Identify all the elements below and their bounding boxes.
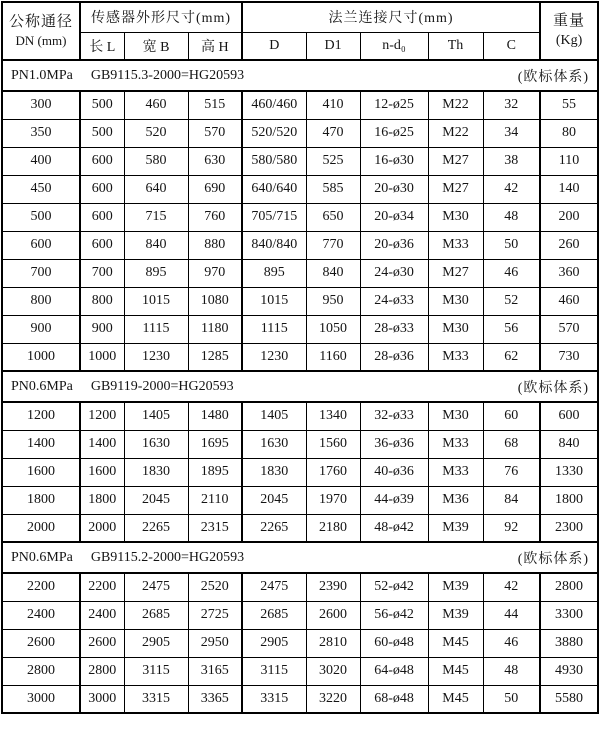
dimension-value-cell: 2200 <box>80 573 124 601</box>
dn-value-cell: 2200 <box>2 573 80 601</box>
dimension-value-cell: 1180 <box>188 315 242 343</box>
data-row <box>2 573 598 601</box>
data-row <box>2 458 598 486</box>
dimension-value-cell: 2800 <box>540 573 598 601</box>
data-row <box>2 514 598 542</box>
dimension-value-cell: 36-ø36 <box>360 430 428 458</box>
section-header-row <box>2 371 598 402</box>
dimension-value-cell: 1050 <box>306 315 360 343</box>
dimension-value-cell: 32 <box>483 91 540 119</box>
header-col-width: 宽 B <box>124 32 188 60</box>
dimension-value-cell: 1405 <box>124 402 188 430</box>
standard-code-label: GB9115.3-2000=HG20593 <box>90 67 245 83</box>
dimension-value-cell: 2300 <box>540 514 598 542</box>
dimension-value-cell: M36 <box>428 486 483 514</box>
dimension-value-cell: M45 <box>428 685 483 713</box>
dimension-value-cell: 1480 <box>188 402 242 430</box>
dimension-value-cell: 20-ø30 <box>360 175 428 203</box>
header-row-groups <box>2 2 598 32</box>
dimension-value-cell: 520/520 <box>242 119 306 147</box>
header-weight <box>540 2 598 60</box>
dimension-value-cell: 3315 <box>242 685 306 713</box>
dimension-value-cell: 580/580 <box>242 147 306 175</box>
dimension-value-cell: 1800 <box>80 486 124 514</box>
data-row <box>2 287 598 315</box>
header-weight-sub: (Kg) <box>555 32 583 48</box>
dimension-value-cell: 2000 <box>80 514 124 542</box>
dimension-value-cell: 52-ø42 <box>360 573 428 601</box>
dimension-value-cell: 38 <box>483 147 540 175</box>
dimension-value-cell: 1285 <box>188 343 242 371</box>
dimension-value-cell: 1800 <box>540 486 598 514</box>
dimension-value-cell: 690 <box>188 175 242 203</box>
dimension-value-cell: 500 <box>80 91 124 119</box>
dimension-value-cell: 64-ø48 <box>360 657 428 685</box>
dimension-value-cell: 5580 <box>540 685 598 713</box>
dimension-value-cell: 3300 <box>540 601 598 629</box>
standard-system-note: (欧标体系) <box>517 69 590 85</box>
data-row <box>2 486 598 514</box>
header-dn <box>2 2 80 60</box>
dimension-value-cell: 2685 <box>124 601 188 629</box>
dimension-value-cell: 2110 <box>188 486 242 514</box>
data-row <box>2 231 598 259</box>
dimension-value-cell: 3115 <box>124 657 188 685</box>
dn-value-cell: 1000 <box>2 343 80 371</box>
dimension-value-cell: M30 <box>428 287 483 315</box>
dimension-value-cell: 1000 <box>80 343 124 371</box>
dn-value-cell: 1200 <box>2 402 80 430</box>
header-sensor-group: 传感器外形尺寸(mm) <box>80 2 242 32</box>
dimension-value-cell: 600 <box>540 402 598 430</box>
dimension-value-cell: 570 <box>540 315 598 343</box>
dimension-value-cell: 4930 <box>540 657 598 685</box>
section-header-content <box>3 66 597 86</box>
dimension-value-cell: 16-ø30 <box>360 147 428 175</box>
dimension-value-cell: 2685 <box>242 601 306 629</box>
data-row <box>2 203 598 231</box>
data-row <box>2 147 598 175</box>
dimension-value-cell: 1600 <box>80 458 124 486</box>
dimension-value-cell: 42 <box>483 175 540 203</box>
dimension-value-cell: 92 <box>483 514 540 542</box>
dimension-value-cell: 1080 <box>188 287 242 315</box>
dimension-value-cell: M45 <box>428 657 483 685</box>
dimension-value-cell: 20-ø36 <box>360 231 428 259</box>
dimension-value-cell: 3880 <box>540 629 598 657</box>
dimension-value-cell: 700 <box>80 259 124 287</box>
data-row <box>2 119 598 147</box>
data-row <box>2 685 598 713</box>
dimension-value-cell: 3020 <box>306 657 360 685</box>
dimension-value-cell: 2400 <box>80 601 124 629</box>
dimension-value-cell: 110 <box>540 147 598 175</box>
dimension-value-cell: 24-ø33 <box>360 287 428 315</box>
dimension-value-cell: 3165 <box>188 657 242 685</box>
dimension-value-cell: 1760 <box>306 458 360 486</box>
dimension-value-cell: 3000 <box>80 685 124 713</box>
dimension-value-cell: 48-ø42 <box>360 514 428 542</box>
standard-system-note: (欧标体系) <box>517 380 590 396</box>
dimension-value-cell: 705/715 <box>242 203 306 231</box>
section-header-content <box>3 377 597 397</box>
dn-value-cell: 900 <box>2 315 80 343</box>
dimension-value-cell: M39 <box>428 514 483 542</box>
dimension-value-cell: 760 <box>188 203 242 231</box>
dimension-value-cell: 1830 <box>242 458 306 486</box>
dimension-value-cell: M27 <box>428 259 483 287</box>
dimension-value-cell: 600 <box>80 231 124 259</box>
dimension-value-cell: 1630 <box>124 430 188 458</box>
header-dn-sub: DN (mm) <box>15 33 67 49</box>
dimension-value-cell: 2315 <box>188 514 242 542</box>
dimension-value-cell: 1830 <box>124 458 188 486</box>
dimension-value-cell: 50 <box>483 231 540 259</box>
dimension-value-cell: 1340 <box>306 402 360 430</box>
dimension-value-cell: 950 <box>306 287 360 315</box>
data-row <box>2 315 598 343</box>
dimension-value-cell: 2045 <box>124 486 188 514</box>
dn-value-cell: 700 <box>2 259 80 287</box>
dimension-value-cell: 770 <box>306 231 360 259</box>
dn-value-cell: 2600 <box>2 629 80 657</box>
dimension-value-cell: 1695 <box>188 430 242 458</box>
dimension-value-cell: 650 <box>306 203 360 231</box>
dimension-value-cell: 2810 <box>306 629 360 657</box>
dimension-value-cell: 470 <box>306 119 360 147</box>
dimension-value-cell: 60 <box>483 402 540 430</box>
dimension-value-cell: 520 <box>124 119 188 147</box>
header-col-c: C <box>483 32 540 60</box>
dimension-value-cell: 84 <box>483 486 540 514</box>
dn-value-cell: 2800 <box>2 657 80 685</box>
dimension-value-cell: 2475 <box>242 573 306 601</box>
dimension-value-cell: 24-ø30 <box>360 259 428 287</box>
dimension-value-cell: 1330 <box>540 458 598 486</box>
dimension-value-cell: 580 <box>124 147 188 175</box>
dimension-value-cell: 2265 <box>124 514 188 542</box>
section-left-group <box>11 379 234 395</box>
dimension-value-cell: 840/840 <box>242 231 306 259</box>
dimension-value-cell: 1630 <box>242 430 306 458</box>
data-row <box>2 657 598 685</box>
dimension-value-cell: 360 <box>540 259 598 287</box>
dimension-value-cell: 895 <box>242 259 306 287</box>
dn-value-cell: 1600 <box>2 458 80 486</box>
data-row <box>2 259 598 287</box>
dimension-value-cell: 2800 <box>80 657 124 685</box>
dn-value-cell: 350 <box>2 119 80 147</box>
section-header-cell <box>2 371 598 402</box>
section-header-row <box>2 60 598 91</box>
dimension-value-cell: 3315 <box>124 685 188 713</box>
dn-value-cell: 400 <box>2 147 80 175</box>
dimension-value-cell: M33 <box>428 458 483 486</box>
dimension-value-cell: 2475 <box>124 573 188 601</box>
dimension-value-cell: 570 <box>188 119 242 147</box>
data-row <box>2 629 598 657</box>
dimension-value-cell: 2520 <box>188 573 242 601</box>
dn-value-cell: 300 <box>2 91 80 119</box>
dimension-value-cell: 1230 <box>242 343 306 371</box>
section-header-cell <box>2 542 598 573</box>
dimension-value-cell: 460/460 <box>242 91 306 119</box>
dimension-value-cell: 28-ø36 <box>360 343 428 371</box>
header-col-length: 长 L <box>80 32 124 60</box>
data-row <box>2 601 598 629</box>
dimension-value-cell: 140 <box>540 175 598 203</box>
dimension-value-cell: 3220 <box>306 685 360 713</box>
dimension-value-cell: 895 <box>124 259 188 287</box>
section-header-row <box>2 542 598 573</box>
dn-value-cell: 2000 <box>2 514 80 542</box>
dimension-value-cell: 800 <box>80 287 124 315</box>
header-weight-title: 重量 <box>553 13 586 30</box>
dimension-value-cell: 1560 <box>306 430 360 458</box>
dimension-value-cell: 970 <box>188 259 242 287</box>
dimension-value-cell: 76 <box>483 458 540 486</box>
dimension-value-cell: M39 <box>428 601 483 629</box>
dimension-value-cell: 600 <box>80 175 124 203</box>
dimension-value-cell: 900 <box>80 315 124 343</box>
dimension-value-cell: 68-ø48 <box>360 685 428 713</box>
dimension-value-cell: M33 <box>428 430 483 458</box>
dimension-value-cell: M30 <box>428 203 483 231</box>
dimension-value-cell: M30 <box>428 402 483 430</box>
table-header <box>2 2 598 60</box>
section-left-group <box>11 68 244 84</box>
dimension-value-cell: 62 <box>483 343 540 371</box>
dimension-value-cell: 715 <box>124 203 188 231</box>
dimension-table <box>1 1 599 714</box>
dimension-value-cell: 600 <box>80 147 124 175</box>
dimension-value-cell: M22 <box>428 119 483 147</box>
dimension-value-cell: M27 <box>428 147 483 175</box>
dimension-value-cell: 840 <box>124 231 188 259</box>
dimension-value-cell: 12-ø25 <box>360 91 428 119</box>
dimension-value-cell: 2905 <box>242 629 306 657</box>
dimension-value-cell: 60-ø48 <box>360 629 428 657</box>
dimension-value-cell: 68 <box>483 430 540 458</box>
section-header-content <box>3 548 597 568</box>
dimension-value-cell: 1400 <box>80 430 124 458</box>
dimension-value-cell: 515 <box>188 91 242 119</box>
dimension-value-cell: 1015 <box>242 287 306 315</box>
table-body <box>2 60 598 713</box>
dimension-value-cell: 2045 <box>242 486 306 514</box>
dimension-value-cell: 32-ø33 <box>360 402 428 430</box>
pressure-rating-label: PN1.0MPa <box>11 67 73 83</box>
section-header-cell <box>2 60 598 91</box>
dimension-value-cell: 56-ø42 <box>360 601 428 629</box>
dimension-value-cell: 2725 <box>188 601 242 629</box>
dimension-value-cell: 46 <box>483 629 540 657</box>
dimension-value-cell: 840 <box>540 430 598 458</box>
dimension-value-cell: 460 <box>540 287 598 315</box>
spec-sheet-page <box>0 1 600 756</box>
dimension-value-cell: 3365 <box>188 685 242 713</box>
standard-system-note: (欧标体系) <box>517 551 590 567</box>
dimension-value-cell: 630 <box>188 147 242 175</box>
header-col-nd0: n-d₀ <box>360 32 428 60</box>
data-row <box>2 91 598 119</box>
dimension-value-cell: 2905 <box>124 629 188 657</box>
dn-value-cell: 800 <box>2 287 80 315</box>
dimension-value-cell: M33 <box>428 343 483 371</box>
dimension-value-cell: M45 <box>428 629 483 657</box>
dimension-value-cell: M30 <box>428 315 483 343</box>
dn-value-cell: 1800 <box>2 486 80 514</box>
dimension-value-cell: 2265 <box>242 514 306 542</box>
data-row <box>2 402 598 430</box>
dimension-value-cell: M39 <box>428 573 483 601</box>
dimension-value-cell: 55 <box>540 91 598 119</box>
dimension-value-cell: 1200 <box>80 402 124 430</box>
dimension-value-cell: 1405 <box>242 402 306 430</box>
dimension-value-cell: 2180 <box>306 514 360 542</box>
dn-value-cell: 2400 <box>2 601 80 629</box>
header-col-d: D <box>242 32 306 60</box>
header-col-height: 高 H <box>188 32 242 60</box>
standard-code-label: GB9119-2000=HG20593 <box>90 378 234 394</box>
dimension-value-cell: 3115 <box>242 657 306 685</box>
data-row <box>2 430 598 458</box>
dimension-value-cell: 50 <box>483 685 540 713</box>
pressure-rating-label: PN0.6MPa <box>11 378 73 394</box>
header-col-d1: D1 <box>306 32 360 60</box>
dimension-value-cell: 1970 <box>306 486 360 514</box>
dimension-value-cell: 460 <box>124 91 188 119</box>
dimension-value-cell: M33 <box>428 231 483 259</box>
data-row <box>2 175 598 203</box>
dimension-value-cell: 46 <box>483 259 540 287</box>
dimension-value-cell: M22 <box>428 91 483 119</box>
dimension-value-cell: 40-ø36 <box>360 458 428 486</box>
header-col-th: Th <box>428 32 483 60</box>
dimension-value-cell: 56 <box>483 315 540 343</box>
dimension-value-cell: 48 <box>483 657 540 685</box>
dimension-value-cell: 640 <box>124 175 188 203</box>
dimension-value-cell: 1230 <box>124 343 188 371</box>
dimension-value-cell: 80 <box>540 119 598 147</box>
pressure-rating-label: PN0.6MPa <box>11 549 73 565</box>
dimension-value-cell: 20-ø34 <box>360 203 428 231</box>
dimension-value-cell: 2390 <box>306 573 360 601</box>
dimension-value-cell: 730 <box>540 343 598 371</box>
dimension-value-cell: 410 <box>306 91 360 119</box>
dn-value-cell: 500 <box>2 203 80 231</box>
dimension-value-cell: 525 <box>306 147 360 175</box>
dimension-value-cell: 44 <box>483 601 540 629</box>
header-flange-group: 法兰连接尺寸(mm) <box>242 2 540 32</box>
dn-value-cell: 450 <box>2 175 80 203</box>
dimension-value-cell: 640/640 <box>242 175 306 203</box>
header-dn-title: 公称通径 <box>8 14 73 31</box>
dimension-value-cell: 840 <box>306 259 360 287</box>
dimension-value-cell: 52 <box>483 287 540 315</box>
dn-value-cell: 1400 <box>2 430 80 458</box>
dimension-value-cell: 2600 <box>80 629 124 657</box>
section-left-group <box>11 550 244 566</box>
standard-code-label: GB9115.2-2000=HG20593 <box>90 549 245 565</box>
dimension-value-cell: 48 <box>483 203 540 231</box>
dimension-value-cell: 1015 <box>124 287 188 315</box>
dimension-value-cell: 44-ø39 <box>360 486 428 514</box>
dimension-value-cell: 200 <box>540 203 598 231</box>
dimension-value-cell: 16-ø25 <box>360 119 428 147</box>
dimension-value-cell: 34 <box>483 119 540 147</box>
dimension-value-cell: 28-ø33 <box>360 315 428 343</box>
dimension-value-cell: 42 <box>483 573 540 601</box>
dimension-value-cell: 260 <box>540 231 598 259</box>
dimension-value-cell: 600 <box>80 203 124 231</box>
dn-value-cell: 600 <box>2 231 80 259</box>
dimension-value-cell: 1115 <box>124 315 188 343</box>
dimension-value-cell: 500 <box>80 119 124 147</box>
dimension-value-cell: 2950 <box>188 629 242 657</box>
header-row-columns <box>2 32 598 60</box>
dimension-value-cell: 2600 <box>306 601 360 629</box>
dimension-value-cell: 1115 <box>242 315 306 343</box>
dimension-value-cell: M27 <box>428 175 483 203</box>
data-row <box>2 343 598 371</box>
dimension-value-cell: 585 <box>306 175 360 203</box>
dn-value-cell: 3000 <box>2 685 80 713</box>
dimension-value-cell: 880 <box>188 231 242 259</box>
dimension-value-cell: 1895 <box>188 458 242 486</box>
dimension-value-cell: 1160 <box>306 343 360 371</box>
